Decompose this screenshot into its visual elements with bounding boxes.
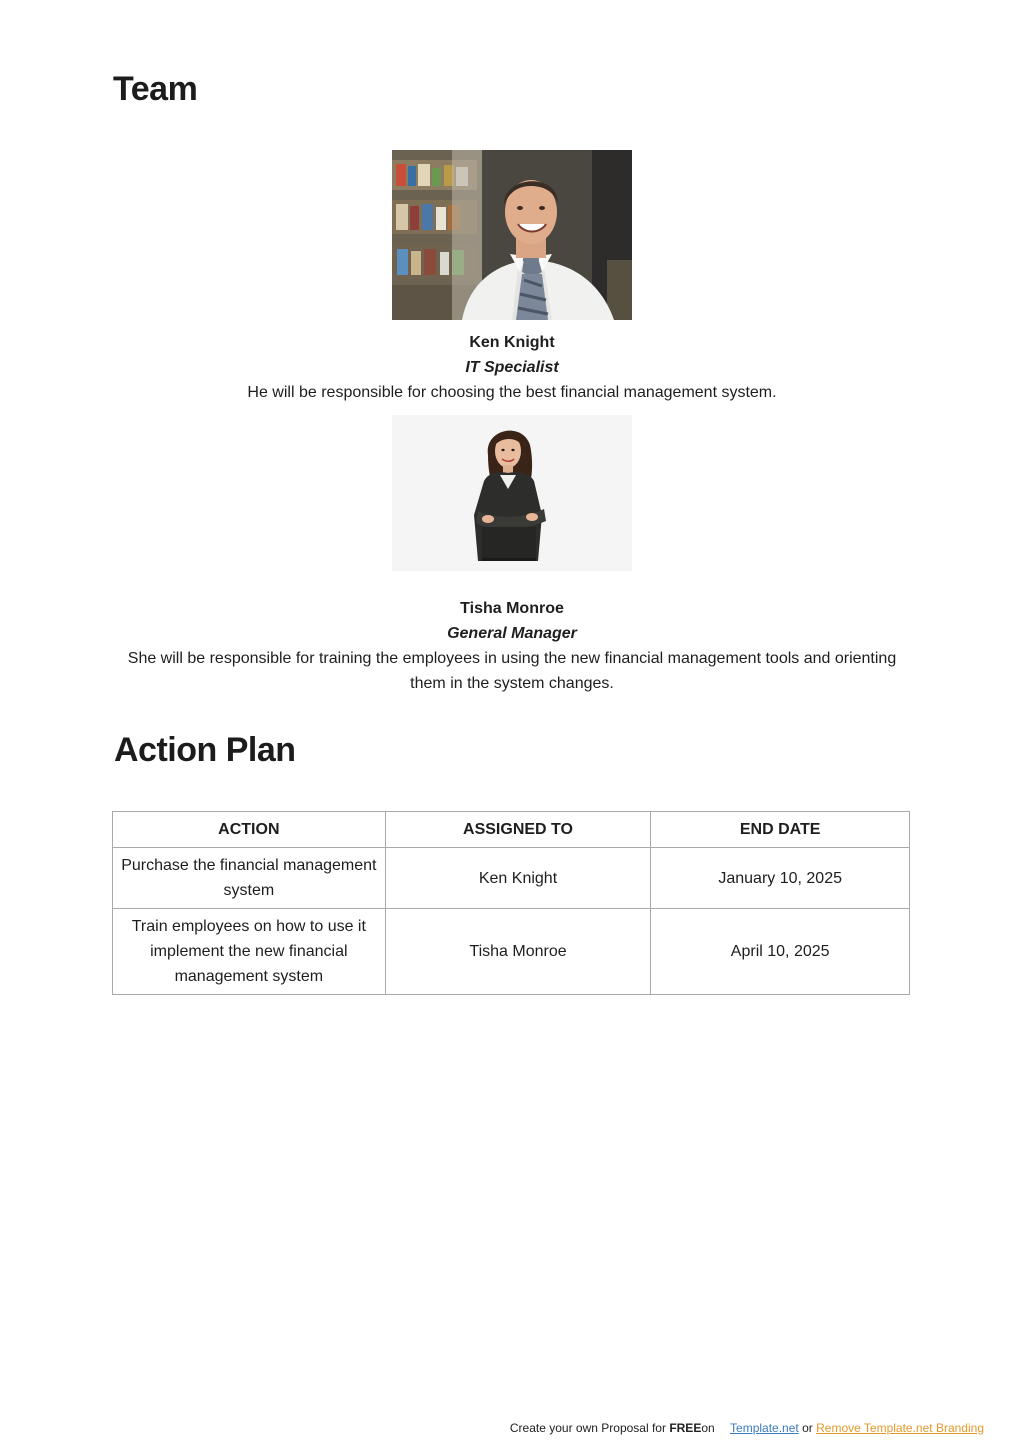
footer-prefix: Create your own Proposal for bbox=[509, 1421, 666, 1435]
action-plan-heading: Action Plan bbox=[114, 731, 296, 769]
member-role: General Manager bbox=[447, 625, 577, 642]
team-heading: Team bbox=[113, 70, 198, 108]
table-header-row bbox=[113, 812, 910, 848]
ken-knight-photo bbox=[392, 150, 632, 320]
member-description: She will be responsible for training the employees in using the new financial management tools and orienting them in the system changes. bbox=[127, 650, 897, 692]
action-plan-table bbox=[112, 811, 910, 995]
assigned-to-cell: Tisha Monroe bbox=[385, 909, 651, 995]
action-cell: Train employees on how to use it implement the new financial management system bbox=[113, 909, 386, 995]
member-description: He will be responsible for choosing the best financial management system. bbox=[247, 384, 777, 401]
table-row bbox=[113, 848, 910, 909]
end-date-cell: January 10, 2025 bbox=[651, 848, 910, 909]
action-cell: Purchase the financial management system bbox=[113, 848, 386, 909]
member-role: IT Specialist bbox=[465, 359, 559, 376]
footer-free: FREE bbox=[669, 1421, 702, 1435]
assigned-to-cell: Ken Knight bbox=[385, 848, 651, 909]
end-date-cell: April 10, 2025 bbox=[651, 909, 910, 995]
column-header-end-date: END DATE bbox=[651, 812, 910, 848]
footer-or: or bbox=[802, 1421, 813, 1435]
template-footer bbox=[510, 1418, 984, 1438]
remove-branding-link[interactable]: Remove Template.net Branding bbox=[816, 1421, 984, 1435]
table-row bbox=[113, 909, 910, 995]
column-header-assigned-to: ASSIGNED TO bbox=[385, 812, 651, 848]
column-header-action: ACTION bbox=[113, 812, 386, 848]
member-name: Tisha Monroe bbox=[460, 600, 564, 617]
footer-on: on bbox=[701, 1421, 715, 1435]
member-name: Ken Knight bbox=[469, 334, 555, 351]
tisha-monroe-photo bbox=[392, 415, 632, 571]
template-net-link[interactable]: Template.net bbox=[730, 1421, 799, 1435]
